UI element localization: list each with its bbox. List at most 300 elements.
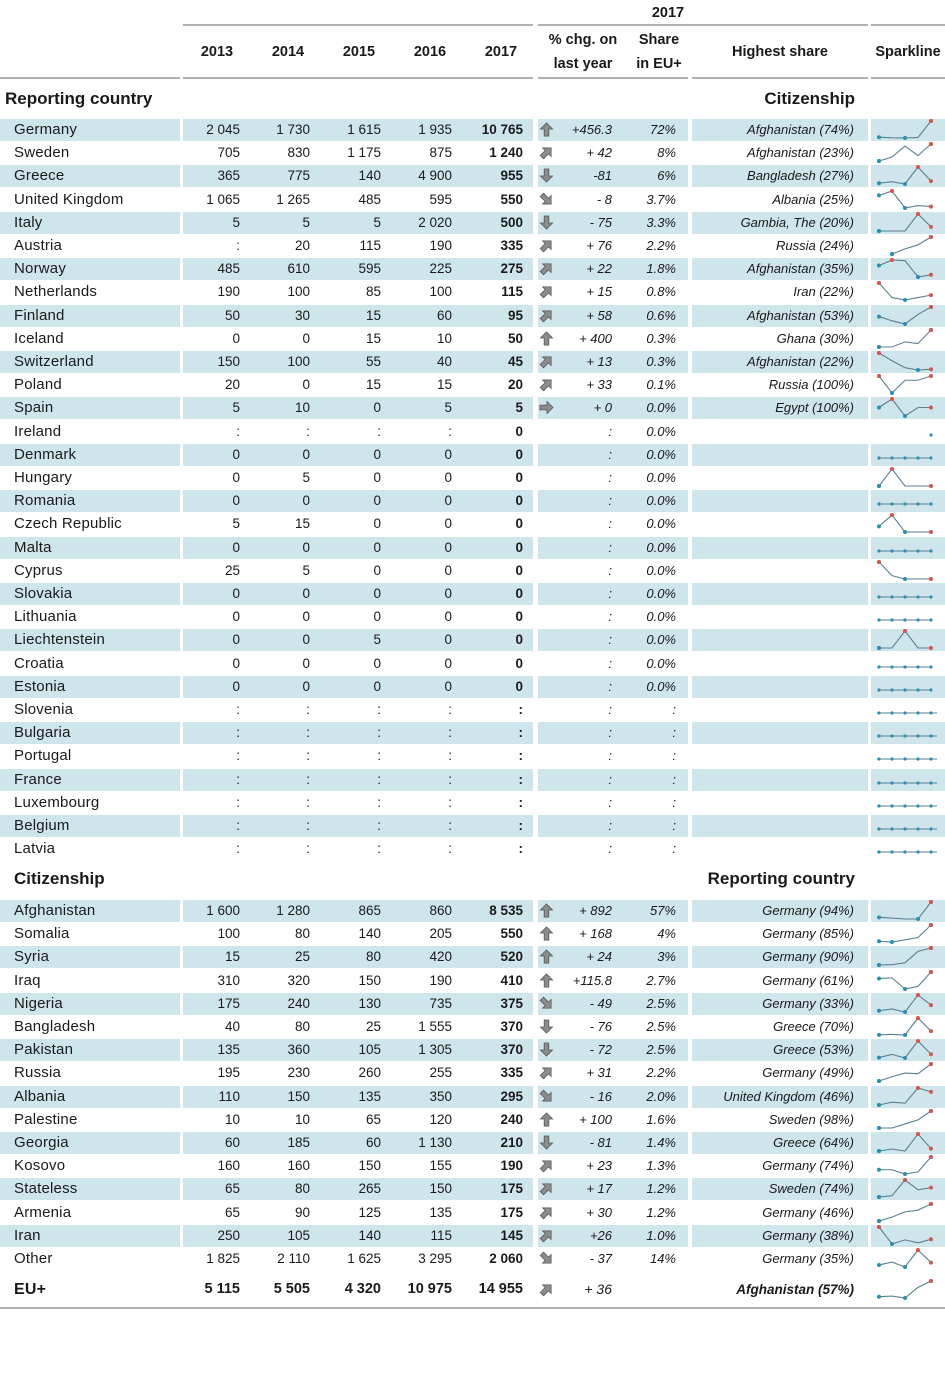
header-pct-change-2: last year xyxy=(553,56,613,72)
sparkline-marker xyxy=(877,939,881,943)
sparkline-marker xyxy=(916,212,920,216)
highest-share: Afghanistan (35%) xyxy=(747,261,854,277)
sparkline-marker xyxy=(903,1265,907,1269)
table-row xyxy=(0,675,945,698)
value-2017: 370 xyxy=(500,1042,523,1058)
pct-change: -81 xyxy=(593,168,612,184)
value-2015: 150 xyxy=(358,972,381,988)
share-eu: 4% xyxy=(657,926,676,942)
value-2017: 0 xyxy=(515,423,523,439)
value-2015: : xyxy=(377,725,381,741)
row-label: Albania xyxy=(14,1087,66,1105)
value-2013: 25 xyxy=(224,562,240,578)
sparkline xyxy=(871,1278,943,1301)
sparkline-line xyxy=(879,925,931,942)
value-2015: 125 xyxy=(358,1204,381,1220)
sparkline-marker xyxy=(903,322,907,326)
value-2015: 140 xyxy=(358,168,381,184)
value-2017: 50 xyxy=(507,330,523,346)
sparkline xyxy=(871,280,943,303)
value-2016: 1 935 xyxy=(418,122,452,137)
table-row xyxy=(0,164,945,187)
value-2015: 5 xyxy=(373,632,381,648)
value-2014: : xyxy=(306,841,310,857)
value-2016: 225 xyxy=(429,261,452,277)
table-row xyxy=(0,744,945,767)
share-eu: 1.3% xyxy=(646,1158,676,1174)
share-eu: 0.0% xyxy=(646,609,676,625)
row-label: Netherlands xyxy=(14,283,98,301)
share-eu: 8% xyxy=(657,145,676,161)
table-row xyxy=(0,1177,945,1200)
table-row xyxy=(0,327,945,350)
value-2015: 595 xyxy=(358,261,381,277)
value-2017: : xyxy=(518,841,523,857)
sparkline-marker xyxy=(916,368,920,372)
share-eu: 0.0% xyxy=(646,516,676,532)
sparkline-point xyxy=(877,549,880,552)
value-2013: 65 xyxy=(224,1181,240,1197)
sparkline-point xyxy=(903,619,906,622)
sparkline-point xyxy=(916,619,919,622)
value-2017: 0 xyxy=(515,493,523,509)
sparkline-point xyxy=(890,851,893,854)
pct-change: + 400 xyxy=(579,330,612,346)
value-2016: 15 xyxy=(436,377,452,393)
value-2016: 10 975 xyxy=(407,1281,452,1297)
value-2015: : xyxy=(377,748,381,764)
sparkline-line xyxy=(879,330,931,347)
sparkline-marker xyxy=(929,328,933,332)
year-group-header: 2017 xyxy=(651,5,685,21)
pct-change: + 31 xyxy=(586,1065,612,1081)
highest-share: Afghanistan (23%) xyxy=(747,145,854,161)
value-2016: 1 555 xyxy=(418,1019,452,1034)
value-2016: 0 xyxy=(444,632,452,648)
sparkline-point xyxy=(890,619,893,622)
sparkline-point xyxy=(929,665,932,668)
sparkline xyxy=(871,512,943,535)
sparkline-point xyxy=(929,758,932,761)
share-eu: 2.2% xyxy=(646,238,676,253)
value-2014: 0 xyxy=(302,655,310,671)
sparkline xyxy=(871,992,943,1015)
share-eu: 6% xyxy=(657,168,676,184)
value-2017: : xyxy=(518,725,523,741)
value-2014: 20 xyxy=(294,238,310,253)
sparkline xyxy=(871,652,943,675)
sparkline xyxy=(871,1061,943,1084)
sparkline-point xyxy=(877,758,880,761)
sparkline xyxy=(871,721,943,744)
row-label: Pakistan xyxy=(14,1041,74,1059)
share-eu: 0.3% xyxy=(646,330,676,346)
value-2017: 0 xyxy=(515,539,523,555)
value-2017: 0 xyxy=(515,470,523,485)
value-2015: : xyxy=(377,794,381,810)
value-2017: 375 xyxy=(500,995,523,1011)
header-bottom-rule-2 xyxy=(538,77,688,79)
share-eu: 0.1% xyxy=(646,377,676,393)
value-2013: 190 xyxy=(217,284,240,300)
value-2014: 230 xyxy=(287,1065,310,1081)
sparkline-marker xyxy=(916,1132,920,1136)
sparkline-marker xyxy=(929,204,933,208)
highest-share: Bangladesh (27%) xyxy=(747,168,854,184)
table-row xyxy=(0,373,945,396)
sparkline-point xyxy=(929,711,932,714)
value-2015: 25 xyxy=(365,1019,381,1034)
value-2013: 5 xyxy=(232,400,240,416)
value-2017: 95 xyxy=(507,307,523,323)
sparkline-marker xyxy=(903,1172,907,1176)
sparkline xyxy=(871,628,943,651)
row-label: Spain xyxy=(14,399,54,417)
value-2013: : xyxy=(236,238,240,253)
value-2013: 2 045 xyxy=(206,122,240,137)
sparkline-point xyxy=(877,619,880,622)
share-eu: 2.5% xyxy=(646,995,676,1011)
value-2016: 0 xyxy=(444,562,452,578)
sparkline-line xyxy=(879,972,931,989)
sparkline-marker xyxy=(903,1056,907,1060)
pct-change: +115.8 xyxy=(572,972,612,988)
highest-share: Greece (53%) xyxy=(773,1042,854,1058)
share-eu: 2.5% xyxy=(646,1019,676,1034)
value-2015: 485 xyxy=(358,191,381,207)
table-row xyxy=(0,420,945,443)
value-2013: 135 xyxy=(217,1042,240,1058)
table-row xyxy=(0,768,945,791)
table-row xyxy=(0,628,945,651)
value-2016: 150 xyxy=(429,1181,452,1197)
pct-change: : xyxy=(608,725,612,741)
sparkline xyxy=(871,837,943,860)
value-2015: 65 xyxy=(365,1111,381,1127)
value-2016: 135 xyxy=(429,1204,452,1220)
value-2013: 100 xyxy=(217,926,240,942)
share-eu: 72% xyxy=(649,122,676,137)
row-label: Cyprus xyxy=(14,561,63,579)
value-2015: : xyxy=(377,771,381,787)
sparkline-marker xyxy=(877,1033,881,1037)
sparkline-marker xyxy=(903,1296,907,1300)
sparkline-marker xyxy=(877,525,881,529)
pct-change: + 24 xyxy=(586,949,612,965)
sparkline xyxy=(871,698,943,721)
highest-share: Sweden (98%) xyxy=(768,1111,854,1127)
sparkline xyxy=(871,791,943,814)
sparkline-point xyxy=(877,735,880,738)
value-2016: : xyxy=(448,748,452,764)
pct-change: - 49 xyxy=(589,995,612,1011)
sparkline-marker xyxy=(929,1062,933,1066)
pct-change: + 13 xyxy=(586,354,612,369)
sparkline xyxy=(871,1038,943,1061)
sparkline-marker xyxy=(916,165,920,169)
highest-share: Russia (24%) xyxy=(775,238,854,253)
sparkline-marker xyxy=(877,374,881,378)
table-row xyxy=(0,559,945,582)
row-label: Russia xyxy=(14,1064,62,1082)
pct-change: - 16 xyxy=(589,1088,612,1104)
value-2014: 610 xyxy=(287,261,310,277)
value-2016: 595 xyxy=(429,191,452,207)
value-2017: : xyxy=(518,818,523,833)
sparkline xyxy=(871,350,943,373)
sparkline-marker xyxy=(929,294,933,298)
value-2017: 0 xyxy=(515,562,523,578)
value-2013: 0 xyxy=(232,586,240,601)
pct-change: + 0 xyxy=(593,400,612,416)
sparkline-line xyxy=(879,631,931,648)
sparkline-point xyxy=(929,595,932,598)
value-2013: 485 xyxy=(217,261,240,277)
sparkline-line xyxy=(879,1180,931,1197)
pct-change: + 168 xyxy=(579,926,612,942)
sparkline-marker xyxy=(877,281,881,285)
sparkline xyxy=(871,814,943,837)
sparkline xyxy=(871,234,943,257)
sparkline-marker xyxy=(877,1079,881,1083)
header-share-2: in EU+ xyxy=(636,56,682,72)
value-2015: 865 xyxy=(358,903,381,918)
value-2017: 175 xyxy=(500,1181,523,1197)
value-2014: : xyxy=(306,702,310,717)
value-2016: 0 xyxy=(444,678,452,694)
sparkline-point xyxy=(903,595,906,598)
pct-change: : xyxy=(608,539,612,555)
sparkline xyxy=(871,605,943,628)
table-row xyxy=(0,652,945,675)
sparkline-marker xyxy=(877,1295,881,1299)
sparkline-point xyxy=(916,827,919,830)
sparkline-point xyxy=(929,781,932,784)
value-2013: : xyxy=(236,771,240,787)
sparkline-point xyxy=(877,781,880,784)
sparkline-marker xyxy=(877,1263,881,1267)
sparkline-marker xyxy=(929,142,933,146)
sparkline-marker xyxy=(929,406,933,410)
share-eu: 0.0% xyxy=(646,586,676,601)
row-band xyxy=(692,676,868,698)
pct-change: : xyxy=(608,794,612,810)
sparkline xyxy=(871,582,943,605)
sparkline-marker xyxy=(877,264,881,268)
value-2017: 0 xyxy=(515,609,523,625)
table-row xyxy=(0,118,945,141)
value-2017: : xyxy=(518,748,523,764)
sparkline-point xyxy=(877,711,880,714)
value-2013: : xyxy=(236,841,240,857)
value-2016: : xyxy=(448,725,452,741)
value-2015: 0 xyxy=(373,609,381,625)
row-label: Bulgaria xyxy=(14,724,71,742)
value-2013: 0 xyxy=(232,470,240,485)
share-eu: 0.0% xyxy=(646,493,676,509)
table-row xyxy=(0,1038,945,1061)
sparkline-point xyxy=(877,688,880,691)
pct-change: : xyxy=(608,748,612,764)
sparkline-marker xyxy=(903,1033,907,1037)
sparkline-point xyxy=(903,711,906,714)
share-eu: 0.8% xyxy=(646,284,676,300)
highest-share: Germany (90%) xyxy=(762,949,854,965)
share-eu: : xyxy=(672,818,676,833)
pct-change: : xyxy=(608,446,612,462)
value-2014: : xyxy=(306,748,310,764)
sparkline-point xyxy=(903,781,906,784)
value-2016: 190 xyxy=(429,238,452,253)
value-2017: 410 xyxy=(500,972,523,988)
sparkline-marker xyxy=(916,1248,920,1252)
pct-change: : xyxy=(608,423,612,439)
sparkline-marker xyxy=(929,1237,933,1241)
value-2017: 190 xyxy=(500,1158,523,1174)
highest-share: Ghana (30%) xyxy=(776,330,854,346)
pct-change: : xyxy=(608,586,612,601)
table-row xyxy=(0,234,945,257)
row-label: EU+ xyxy=(14,1281,47,1298)
table-row xyxy=(0,396,945,419)
pct-change: : xyxy=(608,632,612,648)
sparkline xyxy=(871,1015,943,1038)
sparkline-point xyxy=(877,665,880,668)
sparkline-marker xyxy=(890,940,894,944)
sparkline xyxy=(871,945,943,968)
table-bottom-rule xyxy=(0,1307,945,1309)
table-row xyxy=(0,791,945,814)
section-reporting-country-title: Reporting country xyxy=(5,89,153,108)
table-row xyxy=(0,443,945,466)
value-2015: 0 xyxy=(373,516,381,532)
value-2013: 65 xyxy=(224,1204,240,1220)
sparkline-marker xyxy=(929,577,933,581)
value-2014: 5 xyxy=(302,214,310,230)
value-2017: 2 060 xyxy=(489,1251,523,1266)
sparkline-marker xyxy=(877,1219,881,1223)
value-2013: : xyxy=(236,702,240,717)
value-2017: 520 xyxy=(500,949,523,965)
value-2015: 0 xyxy=(373,562,381,578)
value-2013: 10 xyxy=(224,1111,240,1127)
value-2017: 0 xyxy=(515,586,523,601)
sparkline-marker xyxy=(877,135,881,139)
sparkline-line xyxy=(879,307,931,324)
value-2015: 0 xyxy=(373,655,381,671)
value-2017: 45 xyxy=(507,354,523,369)
value-2017: 175 xyxy=(500,1204,523,1220)
sparkline xyxy=(871,559,943,582)
pct-change: + 15 xyxy=(586,284,612,300)
sparkline-point xyxy=(929,851,932,854)
share-eu: 0.0% xyxy=(646,539,676,555)
value-2017: 955 xyxy=(500,168,523,184)
sparkline-point xyxy=(903,851,906,854)
value-2017: 210 xyxy=(500,1135,523,1150)
value-2016: 115 xyxy=(430,1227,452,1243)
sparkline-marker xyxy=(903,987,907,991)
table-row xyxy=(0,721,945,744)
pct-change: : xyxy=(608,841,612,857)
value-2014: 360 xyxy=(287,1042,310,1058)
row-label: Kosovo xyxy=(14,1157,66,1175)
value-2014: 30 xyxy=(294,307,310,323)
sparkline-marker xyxy=(929,900,933,904)
pct-change: - 8 xyxy=(596,191,612,207)
value-2013: : xyxy=(236,423,240,439)
value-2017: 295 xyxy=(500,1088,523,1104)
table-row xyxy=(0,1061,945,1084)
row-label: Finland xyxy=(14,306,65,324)
table-row xyxy=(0,141,945,164)
sparkline-marker xyxy=(877,976,881,980)
sparkline-marker xyxy=(890,513,894,517)
row-label: Malta xyxy=(14,538,52,556)
table-row xyxy=(0,489,945,512)
value-2015: 140 xyxy=(358,926,381,942)
value-2016: 420 xyxy=(429,949,452,965)
sparkline-point xyxy=(890,827,893,830)
highest-share: Greece (64%) xyxy=(773,1135,854,1150)
value-2015: 1 625 xyxy=(347,1251,381,1266)
sparkline-marker xyxy=(877,1126,881,1130)
sparkline-marker xyxy=(929,235,933,239)
share-eu: 2.5% xyxy=(646,1042,676,1058)
value-2013: 0 xyxy=(232,446,240,462)
sparkline-marker xyxy=(929,179,933,183)
sparkline-point xyxy=(890,688,893,691)
sparkline xyxy=(871,744,943,767)
value-2015: 0 xyxy=(373,539,381,555)
value-2013: : xyxy=(236,818,240,833)
sparkline-marker xyxy=(916,993,920,997)
share-eu: 2.2% xyxy=(646,1065,676,1081)
row-band xyxy=(692,815,868,837)
share-eu: 2.0% xyxy=(646,1088,676,1104)
sparkline-marker xyxy=(903,414,907,418)
value-2017: 550 xyxy=(500,191,523,207)
value-2015: 150 xyxy=(358,1158,381,1174)
sparkline xyxy=(871,466,943,489)
value-2017: 500 xyxy=(500,214,523,230)
value-2017: 275 xyxy=(500,261,523,277)
value-2016: 735 xyxy=(429,995,452,1011)
sparkline-point xyxy=(903,503,906,506)
value-2014: 0 xyxy=(302,632,310,648)
sparkline-marker xyxy=(890,397,894,401)
table-row xyxy=(0,1224,945,1247)
value-2013: 705 xyxy=(217,145,240,161)
sparkline-marker xyxy=(903,182,907,186)
sparkline-point xyxy=(903,456,906,459)
sparkline-point xyxy=(929,456,932,459)
sparkline-marker xyxy=(903,577,907,581)
row-label: Czech Republic xyxy=(14,515,122,533)
share-eu: : xyxy=(672,794,676,810)
sparkline-point xyxy=(890,595,893,598)
sparkline-marker xyxy=(929,305,933,309)
value-2015: 0 xyxy=(373,678,381,694)
sparkline-point xyxy=(877,456,880,459)
sparkline-marker xyxy=(929,225,933,229)
pct-change: + 33 xyxy=(586,377,612,393)
value-2017: 0 xyxy=(515,655,523,671)
row-label: Croatia xyxy=(14,654,64,672)
share-eu: 0.0% xyxy=(646,446,676,462)
value-2013: 1 825 xyxy=(206,1251,240,1266)
table-row xyxy=(0,1247,945,1270)
